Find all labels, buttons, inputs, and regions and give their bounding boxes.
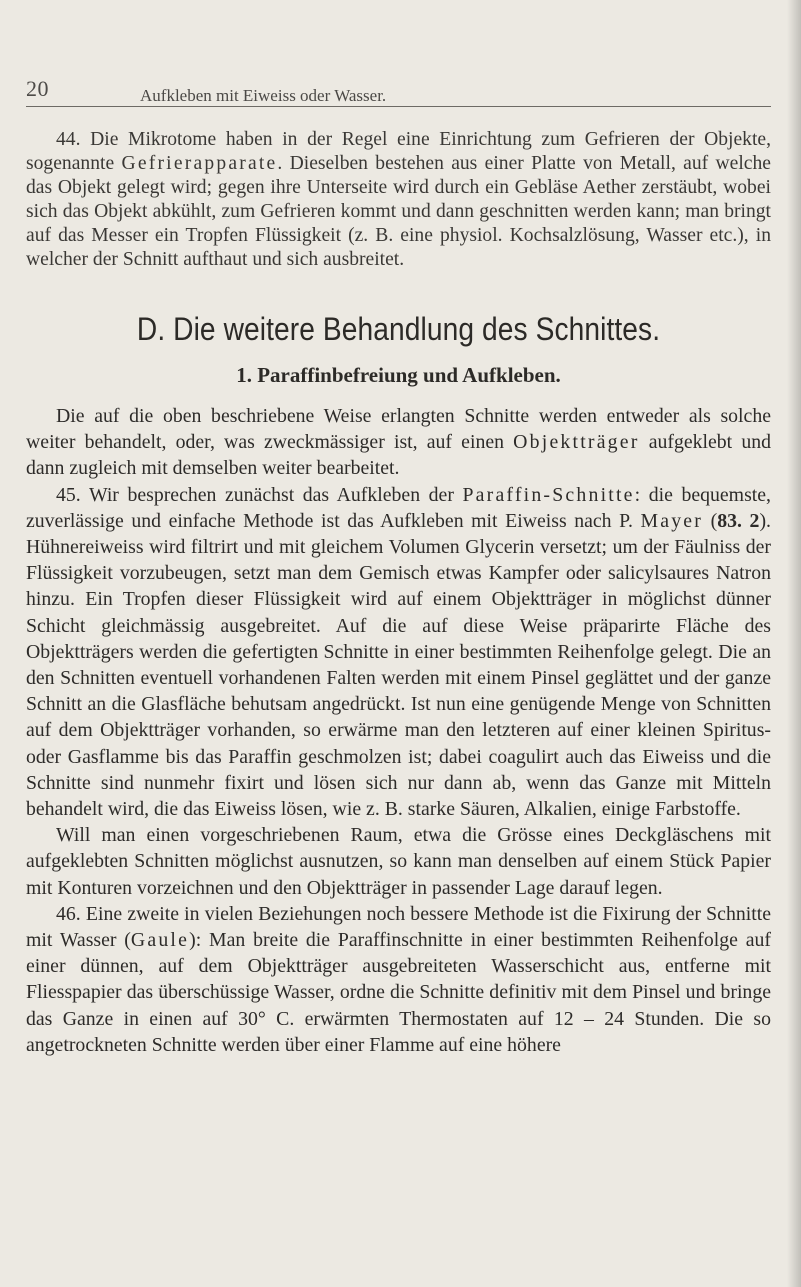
page-content — [26, 128, 771, 1058]
term-objekttraeger: Objektträger — [513, 431, 640, 454]
page-edge-shadow — [787, 0, 801, 1287]
sub-heading: 1. Paraffinbefreiung und Aufkleben. — [236, 363, 561, 387]
paragraph-45: 45. Wir besprechen zunächst das Aufkleben der Paraffin-Schnitte: die bequemste, zuverlässige und einfache Methode ist das Aufkleben mit Eiweiss nach P. Mayer (83. 2). Hühnereiweiss wird filtrirt und mit gleichem Volumen Glycerin versetzt; um der Fäulniss der Flüssigkeit vorzubeugen, setzt man dem Gemisch etwas Kampfer oder salicylsaures Natron hinzu. Ein Tropfen dieser Flüssigkeit wird auf einem Objektträger in möglichst dünner Schicht gleichmässig ausgebreitet. Auf die auf diese Weise präparirte Fläche des Objektträgers werden die gefertigten Schnitte in einer bestimmten Reihenfolge gelegt. Die an den Schnitten eventuell vorhandenen Falten werden mit einem Pinsel geglättet und der ganze Schnitt an die Glasfläche behutsam angedrückt. Ist nun eine genügende Menge von Schnitten auf dem Objektträger vorhanden, so erwärme man den letzteren auf einer kleinen Spiritus- oder Gasflamme bis das Paraffin geschmolzen ist; dabei coagulirt auch das Eiweiss und die Schnitte sind nunmehr fixirt und lösen sich nur dann ab, wenn das Ganze mit Mitteln behandelt wird, die das Eiweiss lösen, wie z. B. starke Säuren, Alkalien, einige Farbstoffe. — [26, 483, 771, 821]
author-mayer: Mayer — [640, 509, 704, 532]
term-paraffin-schnitte: Paraffin-Schnitte — [462, 483, 635, 506]
paragraph-46: 46. Eine zweite in vielen Beziehungen noch bessere Methode ist die Fixirung der Schnitte mit Wasser (Gaule): Man breite die Paraffinschnitte in einer bestimmten Reihenfolge auf einer dünnen, auf dem Objektträger ausgebreiteten Wasserschicht aus, entferne mit Fliesspapier das überschüssige Wasser, ordne die Schnitte definitiv mit dem Pinsel und bringe das Ganze in einen auf 30° C. erwärmten Thermostaten auf 12 – 24 Stunden. Die so angetrockneten Schnitte werden über einer Flamme auf eine höhere — [26, 902, 772, 1056]
intro-paragraph: Die auf die oben beschriebene Weise erlangten Schnitte werden entweder als solche weiter behandelt, oder, was zweckmässiger ist, auf einen Objektträger aufgeklebt und dann zugleich mit demselben weiter bearbeitet. — [26, 405, 772, 480]
author-gaule: Gaule — [130, 929, 190, 952]
paragraph-44: 44. Die Mikrotome haben in der Regel eine Einrichtung zum Gefrieren der Objekte, sogenannte Gefrierapparate. Dieselben bestehen aus einer Platte von Metall, auf welche das Objekt gelegt wird; gegen ihre Unterseite wird durch ein Gebläse Aether zerstäubt, wobei sich das Objekt abkühlt, zum Gefrieren kommt und dann geschnitten werden kann; man bringt auf das Messer ein Tropfen Flüssigkeit (z. B. eine physiol. Kochsalzlösung, Wasser etc.), in welcher der Schnitt aufthaut und sich ausbreitet. — [26, 129, 772, 270]
paragraph-number: 44. — [56, 129, 91, 150]
page-header — [26, 76, 771, 107]
reference: 83. 2 — [717, 509, 760, 532]
page-number: 20 — [26, 76, 49, 101]
section-heading: D. Die weitere Behandlung des Schnittes. — [136, 311, 661, 347]
paragraph-number: 46. — [56, 902, 86, 925]
term-gefrierapparate: Gefrierapparate — [121, 153, 278, 174]
paragraph-number: 45. — [56, 483, 89, 506]
running-head: Aufkleben mit Eiweiss oder Wasser. — [140, 86, 387, 105]
will-paragraph: Will man einen vorgeschriebenen Raum, etwa die Grösse eines Deckgläschens mit aufgeklebten Schnitten möglichst ausnutzen, so kann man denselben auf einem Stück Papier mit Konturen vorzeichnen und den Objektträger in passender Lage darauf legen. — [26, 824, 771, 899]
